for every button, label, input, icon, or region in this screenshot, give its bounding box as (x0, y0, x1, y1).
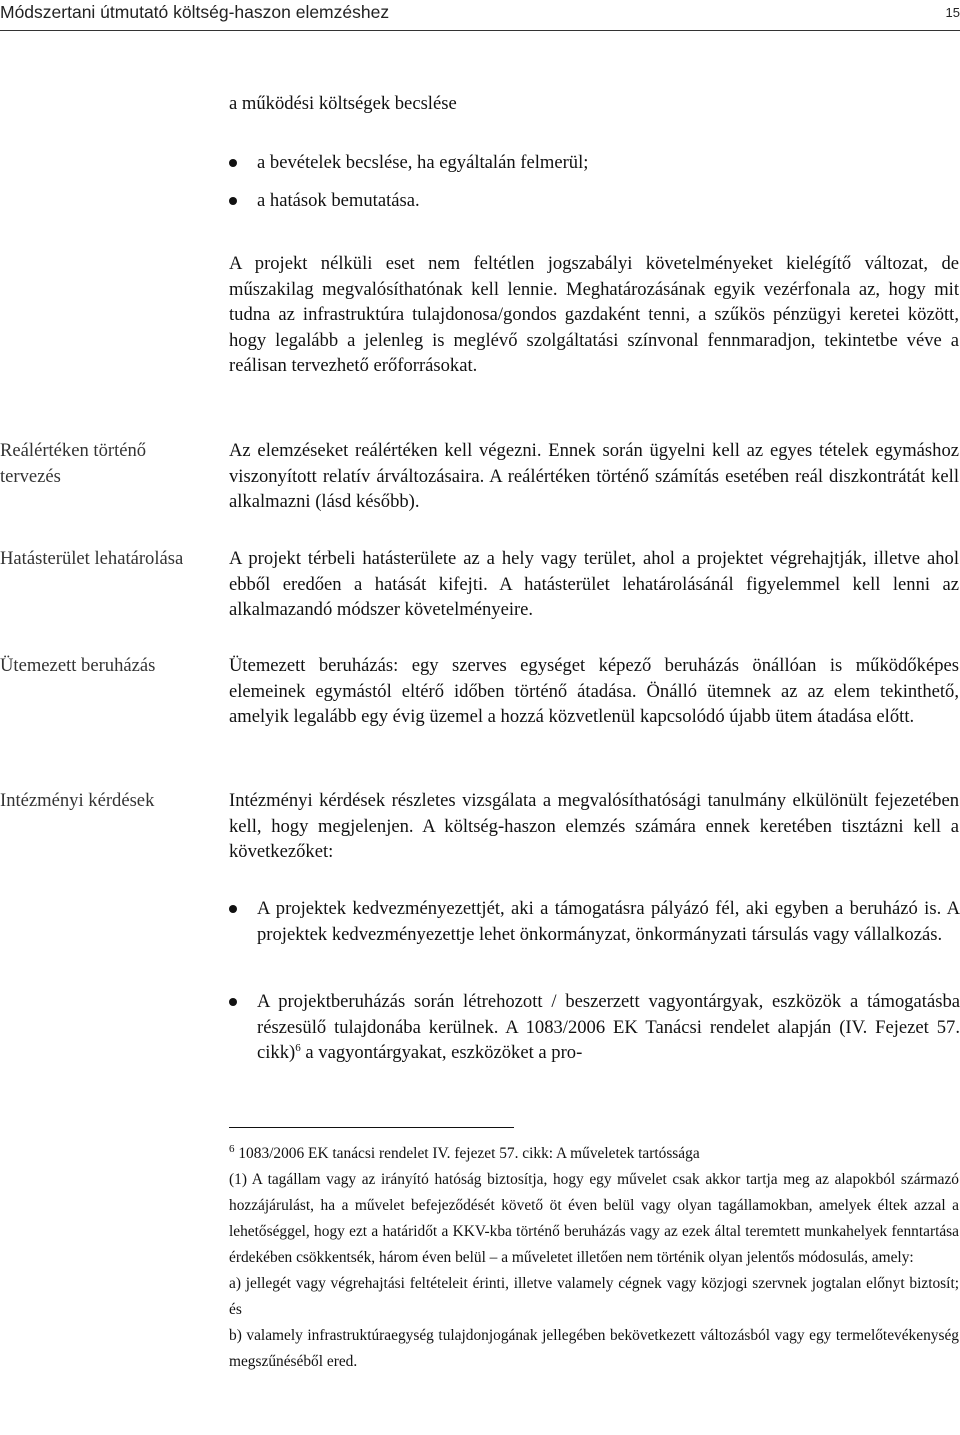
footnote-number: 6 (229, 1142, 235, 1155)
bullet-text (257, 989, 960, 1066)
paragraph-hatasterulet: A projekt térbeli hatásterülete az a hely vagy terület, ahol a projektet végrehajtják, illetve ahol ebből eredően a hatását kifejti. A hatásterület lehatárolásánál figyelemmel kell lenni az alkalmazandó módszer követelményeire. (229, 548, 959, 620)
intro-line: a működési költségek becslése (229, 93, 457, 114)
footnote-title (229, 1141, 959, 1167)
footnote-paragraph-3: b) valamely infrastruktúraegység tulajdonjogának jellegében bekövetkezett változásból vagy egy termelőtevékenység megszűnéséből ered. (229, 1327, 959, 1370)
side-label-hatasterulet: Hatásterület lehatárolása (0, 548, 184, 569)
institutional-bullet-2 (229, 989, 960, 1066)
bullet-text: a bevételek becslése, ha egyáltalán felmerül; (257, 152, 589, 173)
intro-bullet-1 (229, 150, 960, 176)
side-label-intezmenyi: Intézményi kérdések (0, 790, 155, 811)
bullet-icon (229, 197, 237, 205)
bullet-icon (229, 905, 237, 913)
footnote-ref[interactable]: 6 (295, 1041, 301, 1054)
side-label-realerteken: Reálértéken történő tervezés (0, 440, 147, 487)
footnote-title-text: 1083/2006 EK tanácsi rendelet IV. fejezet 57. cikk: A műveletek tartóssága (238, 1145, 700, 1162)
paragraph-utemezett: Ütemezett beruházás: egy szerves egységet képező beruházás önállóan is működőképes elemeinek egymástól eltérő időben történő átadása. Önálló ütemnek az az elem tekinthető, amelyik legalább egy évig üzemel a hozzá közvetlenül kapcsolódó újabb ütem átadása előtt. (229, 655, 959, 727)
footnote-block (229, 1141, 959, 1375)
paragraph-realerteken: Az elemzéseket reálértéken kell végezni. Ennek során ügyelni kell az egyes tételek egymáshoz viszonyított relatív árváltozásaira. A reálértéken történő számítás esetében reál diszkontrátát kell alkalmazni (lásd később). (229, 440, 959, 512)
page-header (0, 0, 960, 31)
bullet-icon (229, 998, 237, 1006)
footnote-paragraph-2: a) jellegét vagy végrehajtási feltételeit érinti, illetve valamely cégnek vagy közjogi szervnek jogtalan előnyt biztosít; és (229, 1275, 959, 1318)
institutional-bullet-1 (229, 896, 960, 947)
bullet-text: A projektek kedvezményezettjét, aki a támogatásra pályázó fél, aki egyben a beruházó is. A projektek kedvezményezettje lehet önkormányzat, önkormányzati társulás vagy vállalkozás. (257, 898, 960, 945)
page-number: 15 (945, 5, 960, 20)
bullet-text-part: a vagyontárgyakat, eszközöket a pro- (300, 1042, 583, 1063)
intro-bullet-2 (229, 188, 960, 214)
footnote-divider (229, 1127, 514, 1128)
paragraph-projekt-nelkuli: A projekt nélküli eset nem feltétlen jogszabályi követelményeket kielégítő változat, de műszakilag megvalósíthatónak kell lennie. Meghatározásának egyik vezérfonala az, hogy mit tudna az infrastruktúra tulajdonosa/gondos gazdaként tenni, a szűkös pénzügyi keretei között, hogy legalább a jelenleg is meglévő szolgáltatási színvonal fennmaradjon, tekintetbe véve a reálisan tervezhető erőforrásokat. (229, 253, 959, 376)
side-label-utemezett: Ütemezett beruházás (0, 655, 156, 676)
footnote-paragraph-1: (1) A tagállam vagy az irányító hatóság biztosítja, hogy egy művelet csak akkor tartja meg az alapokból származó hozzájárulást, ha a művelet befejeződését követő öt éven belül vagy olyan tagállamokban, amelyek éltek azzal a lehetőséggel, hogy ezt a határidőt a KKV-kba történő beruházás vagy az ezek által teremtett munkahelyek fenntartása érdekében csökkentsék, három éven belül – a műveletet illetően nem történik olyan jelentős módosulás, amely: (229, 1171, 959, 1266)
paragraph-intezmenyi: Intézményi kérdések részletes vizsgálata a megvalósíthatósági tanulmány elkülönült fejezetében kell, hogy megjelenjen. A költség-haszon elemzés számára ennek keretében tisztázni kell a következőket: (229, 790, 959, 862)
bullet-text: a hatások bemutatása. (257, 190, 420, 211)
bullet-icon (229, 159, 237, 167)
header-title: Módszertani útmutató költség-haszon elemzéshez (0, 2, 390, 22)
bullet-text-part: A projektberuházás során létrehozott / beszerzett vagyontárgyak, eszközök a támogatásba részesülő tulajdonába kerülnek. A 1083/2006 EK Tanácsi rendelet alapján (IV. Fejezet 57. cikk) (257, 991, 960, 1063)
